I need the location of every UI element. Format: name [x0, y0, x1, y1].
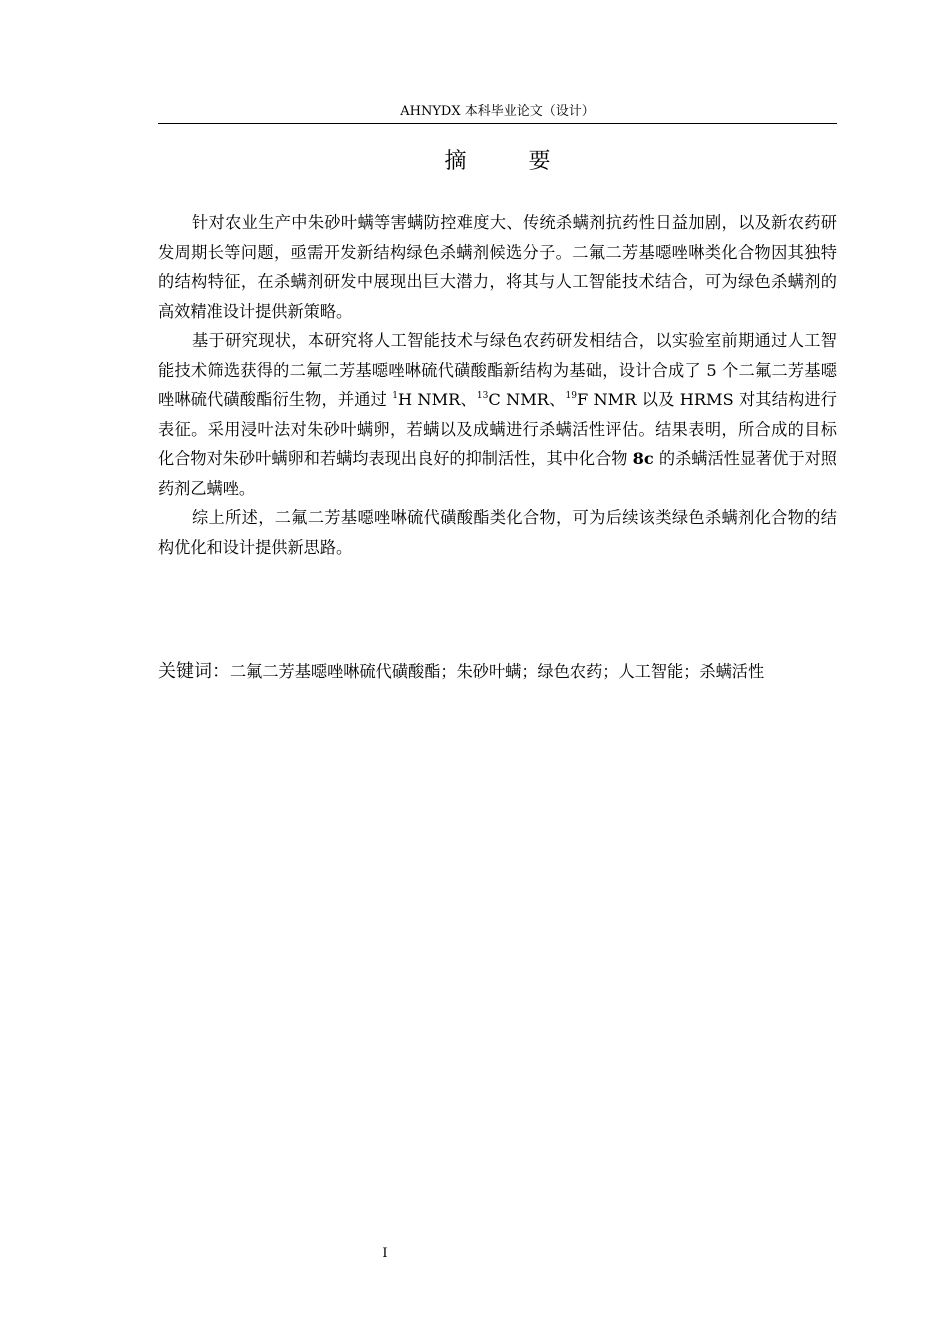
paragraph-2-text-5: 的杀螨活性显著优于对照药剂乙螨唑。 [158, 449, 837, 498]
abstract-body [158, 208, 837, 562]
page-header: AHNYDX 本科毕业论文（设计） [400, 104, 595, 119]
paragraph-2-text-4: F NMR 以及 HRMS 对其结构进行表征。采用浸叶法对朱砂叶螨卵，若螨以及成螨进行杀螨活性评估。结果表明，所合成的目标化合物对朱砂叶螨卵和若螨均表现出良好的抑制活性，其中化合物 [158, 390, 837, 468]
paragraph-3: 综上所述，二氟二芳基噁唑啉硫代磺酸酯类化合物，可为后续该类绿色杀螨剂化合物的结构优化和设计提供新思路。 [158, 508, 837, 557]
header-rule [158, 123, 837, 124]
keywords-label: 关键词： [158, 661, 230, 682]
paragraph-2-text-3: C NMR、 [488, 390, 566, 409]
superscript-13: 13 [476, 391, 489, 401]
paragraph-2-text-1: 基于研究现状，本研究将人工智能技术与绿色农药研发相结合，以实验室前期通过人工智能技术筛选获得的二氟二芳基噁唑啉硫代磺酸酯新结构为基础，设计合成了 5 个二氟二芳基噁唑啉硫代磺酸酯衍生物，并通过 [158, 331, 837, 409]
keywords [158, 656, 837, 687]
compound-label: 8c [632, 449, 654, 468]
paragraph-1: 针对农业生产中朱砂叶螨等害螨防控难度大、传统杀螨剂抗药性日益加剧，以及新农药研发周期长等问题，亟需开发新结构绿色杀螨剂候选分子。二氟二芳基噁唑啉类化合物因其独特的结构特征，在杀螨剂研发中展现出巨大潜力，将其与人工智能技术结合，可为绿色杀螨剂的高效精准设计提供新策略。 [158, 213, 837, 321]
page-number: I [382, 1246, 388, 1261]
paragraph-2-text-2: H NMR、 [398, 390, 477, 409]
superscript-1: 1 [392, 391, 398, 401]
superscript-19: 19 [565, 391, 577, 401]
abstract-title: 摘 要 [444, 149, 571, 174]
paragraph-2 [158, 326, 837, 503]
keywords-text: 二氟二芳基噁唑啉硫代磺酸酯；朱砂叶螨；绿色农药；人工智能；杀螨活性 [230, 662, 765, 681]
